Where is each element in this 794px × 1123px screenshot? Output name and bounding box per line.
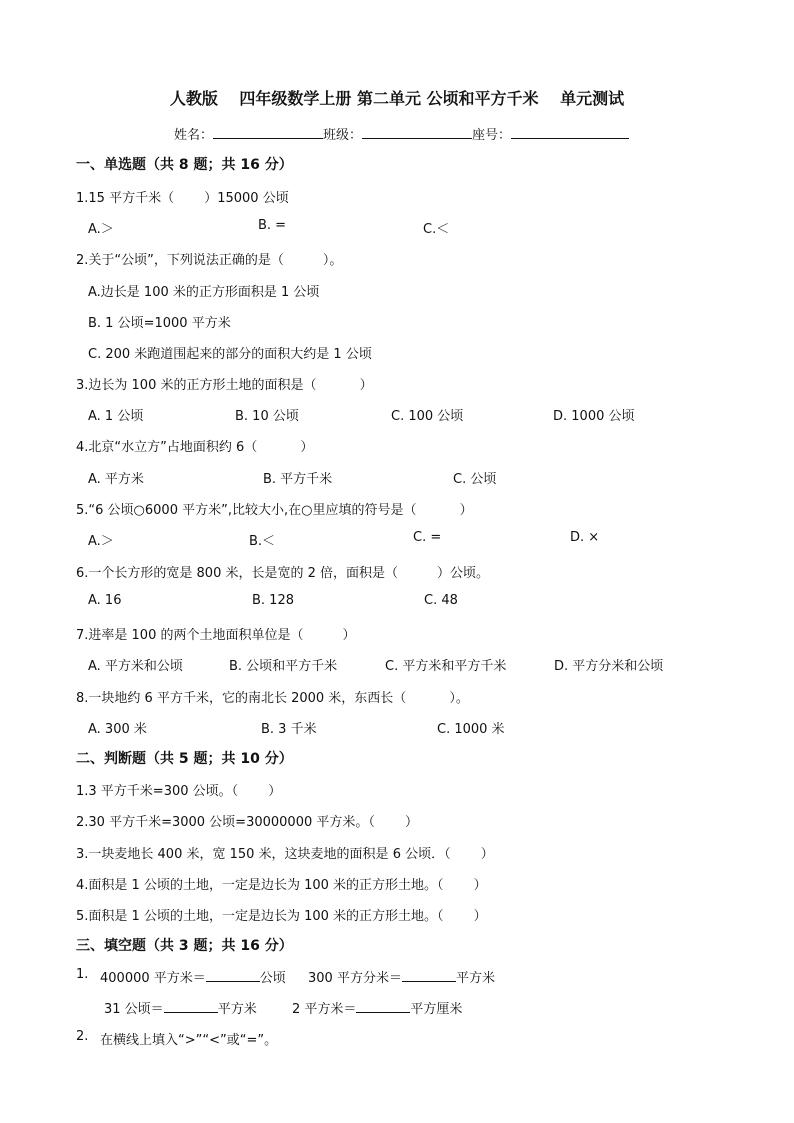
fill-item <box>308 967 495 986</box>
question-text: 4.北京“水立方”占地面积约 6（ ） <box>76 440 314 455</box>
question-text: 5.“6 公顷○6000 平方米”,比较大小,在○里应填的符号是（ ） <box>76 503 473 518</box>
option: C.＜ <box>423 222 450 237</box>
fill-item-unit: 平方厘米 <box>410 1002 463 1017</box>
question-text: 8.一块地约 6 平方千米，它的南北长 2000 米，东西长（ ）。 <box>76 691 469 706</box>
option: C. 100 公顷 <box>391 409 464 424</box>
judgement-question: 4.面积是 1 公顷的土地，一定是边长为 100 米的正方形土地。（ ） <box>76 878 487 893</box>
student-info-line <box>174 124 629 143</box>
fill-item-unit: 平方米 <box>217 1002 257 1017</box>
name-blank[interactable] <box>213 125 323 139</box>
option: A. 1 公顷 <box>88 409 144 424</box>
fill-item <box>104 998 257 1017</box>
fill-question-number: 2. <box>76 1029 89 1044</box>
option: A. 平方米和公顷 <box>88 659 183 674</box>
question-text: 3.边长为 100 米的正方形土地的面积是（ ） <box>76 378 373 393</box>
option: D. 1000 公顷 <box>553 409 635 424</box>
option: B. 1 公顷=1000 平方米 <box>88 316 231 331</box>
option: B. 128 <box>252 593 294 608</box>
option: C. 200 米跑道围起来的部分的面积大约是 1 公顷 <box>88 347 372 362</box>
question-text: 2.关于“公顷”，下列说法正确的是（ ）。 <box>76 253 343 268</box>
option: B. 平方千米 <box>263 472 333 487</box>
page-title: 人教版 四年级数学上册 第二单元 公顷和平方千米 单元测试 <box>169 89 625 108</box>
fill-item-prefix: 2 平方米＝ <box>292 1002 357 1017</box>
fill-item-prefix: 400000 平方米＝ <box>100 971 206 986</box>
option: D. 平方分米和公顷 <box>554 659 664 674</box>
class-blank[interactable] <box>362 125 472 139</box>
fill-question-text: 在横线上填入“>”“<”或“=”。 <box>100 1033 278 1048</box>
option: B. 10 公顷 <box>235 409 299 424</box>
fill-item-prefix: 31 公顷＝ <box>104 1002 164 1017</box>
option: C. 平方米和平方千米 <box>385 659 507 674</box>
answer-blank[interactable] <box>402 969 456 982</box>
option: B. 公顷和平方千米 <box>229 659 338 674</box>
fill-item-unit: 公顷 <box>259 971 286 986</box>
seat-blank[interactable] <box>511 125 629 139</box>
question-text: 7.进率是 100 的两个土地面积单位是（ ） <box>76 628 356 643</box>
section-heading-fill-in: 三、填空题（共 3 题；共 16 分） <box>76 938 293 954</box>
answer-blank[interactable] <box>164 1000 218 1013</box>
fill-question-number: 1. <box>76 967 89 982</box>
section-heading-judgement: 二、判断题（共 5 题；共 10 分） <box>76 751 293 767</box>
option: B. = <box>258 218 287 233</box>
option: D. × <box>570 530 600 545</box>
judgement-question: 3.一块麦地长 400 米，宽 150 米，这块麦地的面积是 6 公顷．（ ） <box>76 847 494 862</box>
option: A. 16 <box>88 593 122 608</box>
question-text: 6.一个长方形的宽是 800 米，长是宽的 2 倍，面积是（ ）公顷。 <box>76 566 490 581</box>
option: A.＞ <box>88 222 114 237</box>
option: A.边长是 100 米的正方形面积是 1 公顷 <box>88 285 320 300</box>
option: C. 公顷 <box>453 472 497 487</box>
fill-item <box>292 998 462 1017</box>
fill-item-prefix: 300 平方分米＝ <box>308 971 402 986</box>
answer-blank[interactable] <box>356 1000 410 1013</box>
option: C. = <box>413 530 442 545</box>
option: A. 300 米 <box>88 722 147 737</box>
seat-label: 座号： <box>472 128 512 143</box>
option: C. 48 <box>424 593 458 608</box>
judgement-question: 2.30 平方千米=3000 公顷=30000000 平方米。（ ） <box>76 815 419 830</box>
section-heading-single-choice: 一、单选题（共 8 题；共 16 分） <box>76 157 293 173</box>
option: B.＜ <box>249 534 276 549</box>
judgement-question: 5.面积是 1 公顷的土地，一定是边长为 100 米的正方形土地。（ ） <box>76 909 487 924</box>
option: C. 1000 米 <box>437 722 505 737</box>
judgement-question: 1.3 平方千米=300 公顷。（ ） <box>76 784 282 799</box>
option: B. 3 千米 <box>261 722 317 737</box>
answer-blank[interactable] <box>206 969 260 982</box>
fill-item <box>100 967 286 986</box>
class-label: 班级： <box>323 128 363 143</box>
option: A.＞ <box>88 534 114 549</box>
fill-item-unit: 平方米 <box>455 971 495 986</box>
name-label: 姓名： <box>174 128 214 143</box>
question-text: 1.15 平方千米（ ）15000 公顷 <box>76 191 289 206</box>
option: A. 平方米 <box>88 472 144 487</box>
